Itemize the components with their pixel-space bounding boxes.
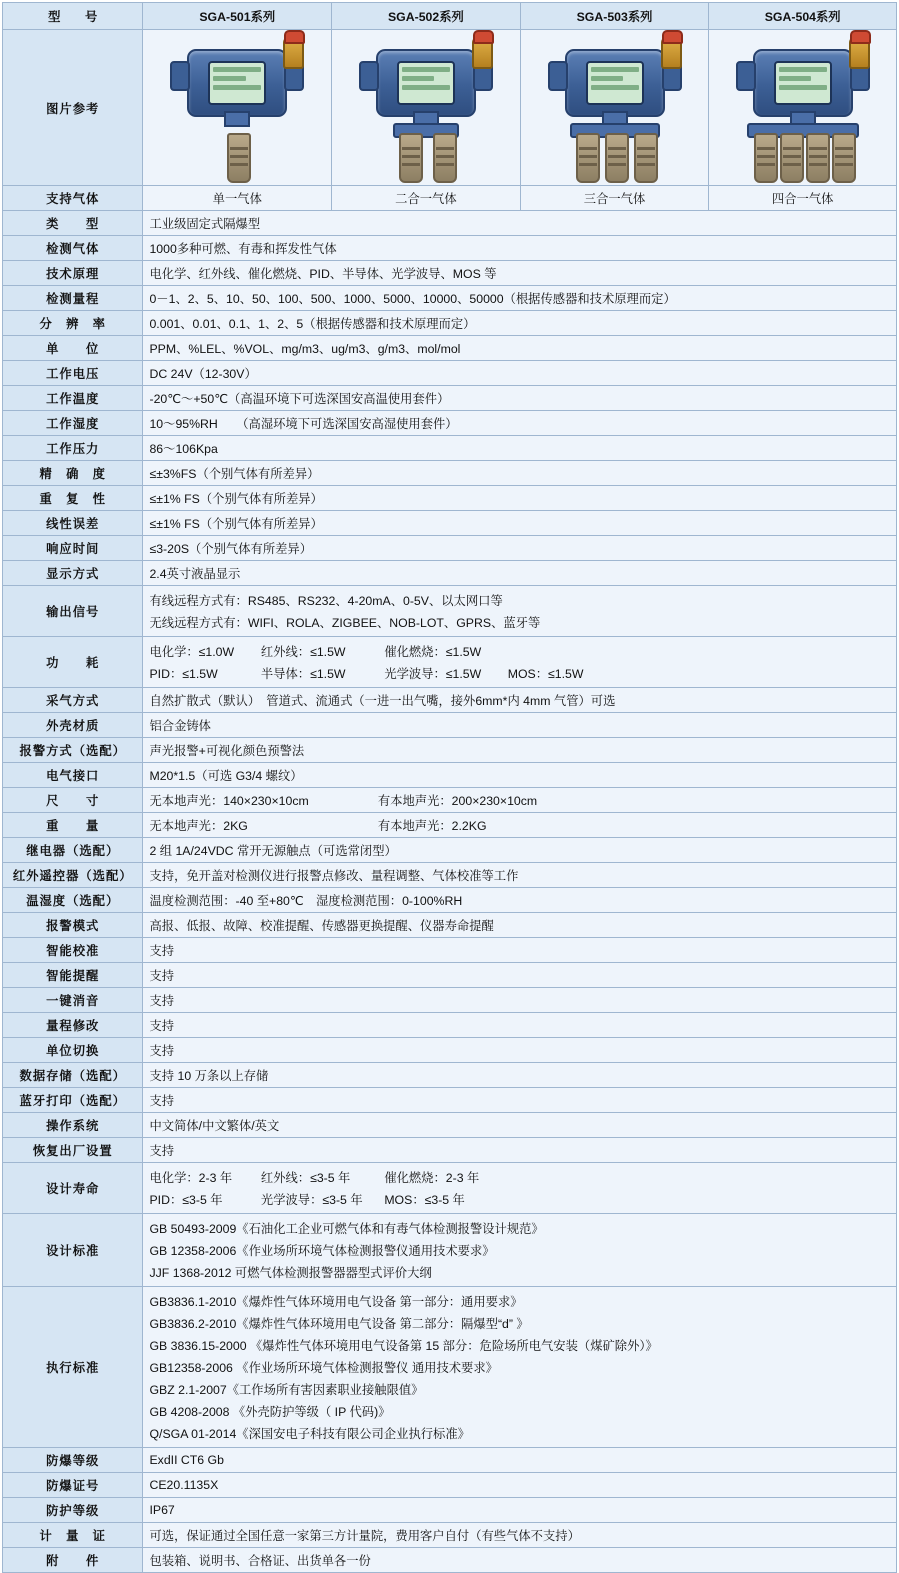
row-value: 可选，保证通过全国任意一家第三方计量院，费用客户自付（有些气体不支持） <box>143 1523 897 1548</box>
row-value: PPM、%LEL、%VOL、mg/m3、ug/m3、g/m3、mol/mol <box>143 336 897 361</box>
life-catalytic: 催化燃烧：2-3 年 <box>384 1171 480 1185</box>
product-image-504 <box>709 30 897 186</box>
gas-support-501: 单一气体 <box>143 186 332 211</box>
table-row <box>3 763 897 788</box>
table-row <box>3 561 897 586</box>
table-row <box>3 1523 897 1548</box>
size-row <box>3 788 897 813</box>
size-without-alarm: 无本地声光：140×230×10cm <box>149 794 309 808</box>
alarm-lamp-icon <box>661 35 682 69</box>
row-value: ≤3-20S（个别气体有所差异） <box>143 536 897 561</box>
sensor-probe <box>227 133 251 183</box>
sensor-probe <box>576 133 600 183</box>
gas-support-row <box>3 186 897 211</box>
design-standard-row <box>3 1214 897 1287</box>
row-value: 2 组 1A/24VDC 常开无源触点（可选常闭型） <box>143 838 897 863</box>
row-value: 支持 <box>143 1138 897 1163</box>
alarm-lamp-icon <box>472 35 493 69</box>
row-value: 电化学、红外线、催化燃烧、PID、半导体、光学波导、MOS 等 <box>143 261 897 286</box>
power-optical: 光学波导：≤1.5W <box>384 667 482 681</box>
table-row <box>3 888 897 913</box>
row-label: 附 件 <box>3 1548 143 1573</box>
row-label: 类 型 <box>3 211 143 236</box>
row-label: 显示方式 <box>3 561 143 586</box>
row-label: 防护等级 <box>3 1498 143 1523</box>
row-value: 0－1、2、5、10、50、100、500、1000、5000、10000、50000（根据传感器和技术原理而定） <box>143 286 897 311</box>
model-502: SGA-502系列 <box>332 3 521 30</box>
table-row <box>3 386 897 411</box>
table-row <box>3 361 897 386</box>
power-mos: MOS：≤1.5W <box>507 667 584 681</box>
row-label: 工作压力 <box>3 436 143 461</box>
row-value: 1000多种可燃、有毒和挥发性气体 <box>143 236 897 261</box>
detector-illustration-4 <box>728 35 878 185</box>
table-row <box>3 211 897 236</box>
row-value: 温度检测范围：-40 至+80℃ 湿度检测范围：0-100%RH <box>143 888 897 913</box>
row-label: 红外遥控器（选配） <box>3 863 143 888</box>
power-line-2 <box>149 662 890 684</box>
table-row <box>3 1063 897 1088</box>
table-row <box>3 336 897 361</box>
detector-side-port-left <box>359 61 379 91</box>
detector-side-port-left <box>170 61 190 91</box>
detector-display-icon <box>774 61 832 105</box>
row-value: 0.001、0.01、0.1、1、2、5（根据传感器和技术原理而定） <box>143 311 897 336</box>
size-value <box>143 788 897 813</box>
design-life-label: 设计寿命 <box>3 1163 143 1214</box>
table-row <box>3 1498 897 1523</box>
detector-head-icon <box>187 49 287 117</box>
detector-head-icon <box>376 49 476 117</box>
table-row <box>3 411 897 436</box>
table-row <box>3 461 897 486</box>
detector-display-icon <box>397 61 455 105</box>
life-mos: MOS：≤3-5 年 <box>384 1193 465 1207</box>
power-label: 功 耗 <box>3 637 143 688</box>
row-label: 计 量 证 <box>3 1523 143 1548</box>
row-label: 工作温度 <box>3 386 143 411</box>
table-row <box>3 486 897 511</box>
row-label: 量程修改 <box>3 1013 143 1038</box>
row-value: 支持 <box>143 963 897 988</box>
row-label: 一键消音 <box>3 988 143 1013</box>
power-infrared: 红外线：≤1.5W <box>260 645 346 659</box>
exec-standard-row <box>3 1287 897 1448</box>
table-row <box>3 311 897 336</box>
size-with-alarm: 有本地声光：200×230×10cm <box>377 794 538 808</box>
row-value: 工业级固定式隔爆型 <box>143 211 897 236</box>
life-infrared: 红外线：≤3-5 年 <box>260 1171 351 1185</box>
product-image-501 <box>143 30 332 186</box>
gas-support-504: 四合一气体 <box>709 186 897 211</box>
table-row <box>3 963 897 988</box>
design-life-row <box>3 1163 897 1214</box>
row-value: ≤±1% FS（个别气体有所差异） <box>143 511 897 536</box>
product-image-502 <box>332 30 521 186</box>
row-value: 支持 <box>143 1038 897 1063</box>
specification-table <box>2 2 897 1573</box>
row-label: 恢复出厂设置 <box>3 1138 143 1163</box>
detector-side-port-left <box>736 61 756 91</box>
row-label: 工作湿度 <box>3 411 143 436</box>
table-header-row <box>3 3 897 30</box>
row-label: 报警模式 <box>3 913 143 938</box>
detector-side-port-left <box>548 61 568 91</box>
output-signal-value <box>143 586 897 637</box>
table-row <box>3 688 897 713</box>
weight-row <box>3 813 897 838</box>
output-wired: 有线远程方式有：RS485、RS232、4-20mA、0-5V、以太网口等 <box>149 594 503 608</box>
table-row <box>3 436 897 461</box>
row-label: 单 位 <box>3 336 143 361</box>
image-row <box>3 30 897 186</box>
weight-with-alarm: 有本地声光：2.2KG <box>377 819 487 833</box>
row-label: 精 确 度 <box>3 461 143 486</box>
row-label: 采气方式 <box>3 688 143 713</box>
row-label: 操作系统 <box>3 1113 143 1138</box>
weight-without-alarm: 无本地声光：2KG <box>149 819 248 833</box>
sensor-probe <box>634 133 658 183</box>
row-label: 继电器（选配） <box>3 838 143 863</box>
sensor-probe <box>754 133 778 183</box>
power-row <box>3 637 897 688</box>
sensor-probe <box>780 133 804 183</box>
detector-display-icon <box>208 61 266 105</box>
exec-standard-line: GB3836.2-2010《爆炸性气体环境用电气设备 第二部分：隔爆型“d” 》 <box>149 1317 529 1331</box>
power-pid: PID：≤1.5W <box>149 667 218 681</box>
weight-value <box>143 813 897 838</box>
row-label: 蓝牙打印（选配） <box>3 1088 143 1113</box>
row-label: 外壳材质 <box>3 713 143 738</box>
row-label: 智能校准 <box>3 938 143 963</box>
row-label: 报警方式（选配） <box>3 738 143 763</box>
life-line-1 <box>149 1166 890 1188</box>
row-label: 技术原理 <box>3 261 143 286</box>
row-value: 声光报警+可视化颜色预警法 <box>143 738 897 763</box>
detector-head-icon <box>565 49 665 117</box>
size-label: 尺 寸 <box>3 788 143 813</box>
table-row <box>3 1138 897 1163</box>
output-wireless: 无线远程方式有：WIFI、ROLA、ZIGBEE、NOB-LOT、GPRS、蓝牙等 <box>149 616 541 630</box>
exec-standard-line: GB 4208-2008 《外壳防护等级（ IP 代码)》 <box>149 1405 391 1419</box>
row-label: 温湿度（选配） <box>3 888 143 913</box>
row-label: 检测量程 <box>3 286 143 311</box>
row-value: ≤±1% FS（个别气体有所差异） <box>143 486 897 511</box>
power-electrochemical: 电化学：≤1.0W <box>149 645 235 659</box>
table-row <box>3 1473 897 1498</box>
table-row <box>3 286 897 311</box>
row-label: 防爆等级 <box>3 1448 143 1473</box>
table-row <box>3 863 897 888</box>
power-value <box>143 637 897 688</box>
product-image-503 <box>520 30 709 186</box>
exec-standard-value <box>143 1287 897 1448</box>
detector-illustration-3 <box>540 35 690 185</box>
table-row <box>3 236 897 261</box>
row-label: 工作电压 <box>3 361 143 386</box>
row-label: 防爆证号 <box>3 1473 143 1498</box>
row-label: 检测气体 <box>3 236 143 261</box>
detector-illustration-2 <box>351 35 501 185</box>
image-reference-label: 图片参考 <box>3 30 143 186</box>
power-line-1 <box>149 640 890 662</box>
row-value: 支持 <box>143 1088 897 1113</box>
row-value: 支持 <box>143 938 897 963</box>
life-pid: PID：≤3-5 年 <box>149 1193 223 1207</box>
sensor-probe <box>433 133 457 183</box>
table-row <box>3 1088 897 1113</box>
design-standard-line: GB 50493-2009《石油化工企业可燃气体和有毒气体检测报警设计规范》 <box>149 1222 544 1236</box>
spec-sheet <box>0 2 899 1568</box>
row-value: -20℃～+50℃（高温环境下可选深国安高温使用套件） <box>143 386 897 411</box>
gas-support-502: 二合一气体 <box>332 186 521 211</box>
row-value: 支持 <box>143 1013 897 1038</box>
row-value: 支持，免开盖对检测仪进行报警点修改、量程调整、气体校准等工作 <box>143 863 897 888</box>
row-value: DC 24V（12-30V） <box>143 361 897 386</box>
life-electrochemical: 电化学：2-3 年 <box>149 1171 233 1185</box>
alarm-lamp-icon <box>283 35 304 69</box>
row-value: ≤±3%FS（个别气体有所差异） <box>143 461 897 486</box>
table-row <box>3 1113 897 1138</box>
exec-standard-line: Q/SGA 01-2014《深国安电子科技有限公司企业执行标准》 <box>149 1427 470 1441</box>
row-value: IP67 <box>143 1498 897 1523</box>
design-standard-line: JJF 1368-2012 可燃气体检测报警器器型式评价大纲 <box>149 1266 432 1280</box>
exec-standard-line: GB3836.1-2010《爆炸性气体环境用电气设备 第一部分：通用要求》 <box>149 1295 523 1309</box>
table-row <box>3 511 897 536</box>
row-value: M20*1.5（可选 G3/4 螺纹） <box>143 763 897 788</box>
detector-head-icon <box>753 49 853 117</box>
row-value: 86～106Kpa <box>143 436 897 461</box>
row-value: 2.4英寸液晶显示 <box>143 561 897 586</box>
model-504: SGA-504系列 <box>709 3 897 30</box>
detector-illustration-1 <box>162 35 312 185</box>
table-row <box>3 938 897 963</box>
row-value: CE20.1135X <box>143 1473 897 1498</box>
power-catalytic: 催化燃烧：≤1.5W <box>384 645 482 659</box>
power-semiconductor: 半导体：≤1.5W <box>260 667 346 681</box>
design-standard-line: GB 12358-2006《作业场所环境气体检测报警仪通用技术要求》 <box>149 1244 495 1258</box>
row-label: 重 复 性 <box>3 486 143 511</box>
table-row <box>3 1038 897 1063</box>
model-503: SGA-503系列 <box>520 3 709 30</box>
gas-support-503: 三合一气体 <box>520 186 709 211</box>
sensor-probe <box>832 133 856 183</box>
row-value: ExdII CT6 Gb <box>143 1448 897 1473</box>
sensor-probe <box>399 133 423 183</box>
row-label: 线性误差 <box>3 511 143 536</box>
design-life-value <box>143 1163 897 1214</box>
table-row <box>3 838 897 863</box>
design-standard-label: 设计标准 <box>3 1214 143 1287</box>
table-row <box>3 738 897 763</box>
row-label: 单位切换 <box>3 1038 143 1063</box>
exec-standard-line: GBZ 2.1-2007《工作场所有害因素职业接触限值》 <box>149 1383 424 1397</box>
row-label: 智能提醒 <box>3 963 143 988</box>
output-signal-row <box>3 586 897 637</box>
row-label: 分 辨 率 <box>3 311 143 336</box>
table-row <box>3 988 897 1013</box>
row-value: 10～95%RH （高湿环境下可选深国安高湿使用套件） <box>143 411 897 436</box>
sensor-probe <box>806 133 830 183</box>
detector-display-icon <box>586 61 644 105</box>
model-501: SGA-501系列 <box>143 3 332 30</box>
weight-label: 重 量 <box>3 813 143 838</box>
row-label: 电气接口 <box>3 763 143 788</box>
row-value: 中文简体/中文繁体/英文 <box>143 1113 897 1138</box>
design-standard-value <box>143 1214 897 1287</box>
row-label: 数据存储（选配） <box>3 1063 143 1088</box>
gas-support-label: 支持气体 <box>3 186 143 211</box>
exec-standard-line: GB 3836.15-2000 《爆炸性气体环境用电气设备第 15 部分：危险场所电气安装（煤矿除外）》 <box>149 1339 658 1353</box>
sensor-probe <box>605 133 629 183</box>
table-row <box>3 913 897 938</box>
table-row <box>3 536 897 561</box>
row-value: 高报、低报、故障、校准提醒、传感器更换提醒、仪器寿命提醒 <box>143 913 897 938</box>
exec-standard-line: GB12358-2006 《作业场所环境气体检测报警仪 通用技术要求》 <box>149 1361 498 1375</box>
row-value: 支持 <box>143 988 897 1013</box>
output-signal-label: 输出信号 <box>3 586 143 637</box>
table-row <box>3 1448 897 1473</box>
row-value: 包装箱、说明书、合格证、出货单各一份 <box>143 1548 897 1573</box>
table-row <box>3 261 897 286</box>
life-optical: 光学波导：≤3-5 年 <box>260 1193 363 1207</box>
life-line-2 <box>149 1188 890 1210</box>
table-row <box>3 1548 897 1573</box>
table-row <box>3 1013 897 1038</box>
row-label: 响应时间 <box>3 536 143 561</box>
row-value: 支持 10 万条以上存储 <box>143 1063 897 1088</box>
model-label: 型 号 <box>3 3 143 30</box>
row-value: 自然扩散式（默认） 管道式、流通式（一进一出气嘴，接外6mm*内 4mm 气管）可选 <box>143 688 897 713</box>
row-value: 铝合金铸体 <box>143 713 897 738</box>
table-row <box>3 713 897 738</box>
exec-standard-label: 执行标准 <box>3 1287 143 1448</box>
detector-neck <box>224 111 250 127</box>
alarm-lamp-icon <box>849 35 870 69</box>
